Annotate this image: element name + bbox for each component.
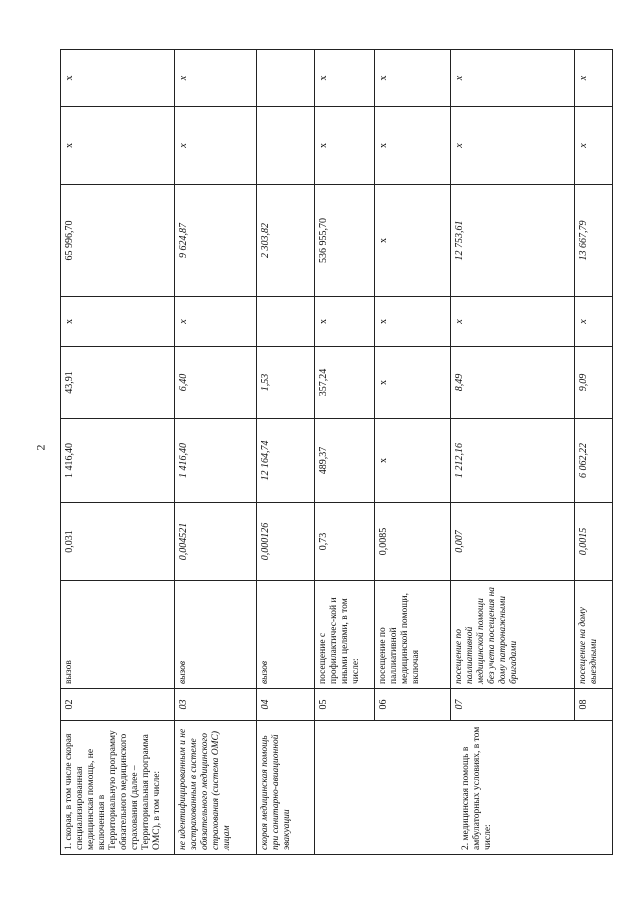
row-x3: x <box>575 50 613 107</box>
row-code: 02 <box>61 689 175 721</box>
row-code: 08 <box>575 689 613 721</box>
data-table <box>60 49 613 855</box>
row-code: 06 <box>375 689 451 721</box>
table-row <box>61 50 175 855</box>
row-unit: вызов <box>257 581 315 689</box>
row-norm: 0,73 <box>315 503 375 581</box>
row-sum: x <box>375 185 451 297</box>
page-number: 2 <box>33 444 48 451</box>
row-unit: вызов <box>175 581 257 689</box>
row-cost: 1 416,40 <box>175 419 257 503</box>
row-x1: x <box>175 297 257 347</box>
row-label: 2. медицинская помощь в амбулаторных условиях, в том числе: <box>315 721 613 855</box>
row-sum: 13 667,79 <box>575 185 613 297</box>
row-per-capita: x <box>375 347 451 419</box>
row-sum: 65 996,70 <box>61 185 175 297</box>
row-x3: x <box>61 50 175 107</box>
row-x1 <box>257 297 315 347</box>
row-norm: 0,007 <box>451 503 575 581</box>
row-code: 04 <box>257 689 315 721</box>
row-x3: x <box>375 50 451 107</box>
row-per-capita: 1,53 <box>257 347 315 419</box>
row-x3: x <box>315 50 375 107</box>
row-label: скорая медицинская помощь при санитарно-авиационной эвакуации <box>257 721 315 855</box>
row-sum: 2 303,82 <box>257 185 315 297</box>
row-per-capita: 8,49 <box>451 347 575 419</box>
row-cost: 1 212,16 <box>451 419 575 503</box>
row-norm: 0,004521 <box>175 503 257 581</box>
row-code: 03 <box>175 689 257 721</box>
row-sum: 536 955,70 <box>315 185 375 297</box>
row-x1: x <box>375 297 451 347</box>
row-per-capita: 9,09 <box>575 347 613 419</box>
row-unit: посещение по паллиативной медицинской помощи без учета посещения на дому патронажными бригадами <box>451 581 575 689</box>
row-cost: x <box>375 419 451 503</box>
row-per-capita: 6,40 <box>175 347 257 419</box>
row-sum: 9 624,87 <box>175 185 257 297</box>
row-unit: посещение по паллиативной медицинской помощи, включая <box>375 581 451 689</box>
row-x1: x <box>451 297 575 347</box>
row-label: 1. скорая, в том числе скорая специализированная медицинская помощь, не включенная в Территориальную программу обязательного медицинского страхования (далее – Территориальная программа ОМС), в том числе: <box>61 721 175 855</box>
table-row <box>257 50 315 855</box>
row-cost: 1 416,40 <box>61 419 175 503</box>
row-norm: 0,0085 <box>375 503 451 581</box>
row-cost: 12 164,74 <box>257 419 315 503</box>
row-code: 07 <box>451 689 575 721</box>
row-x2 <box>257 107 315 185</box>
row-unit: посещение с профилактичес-кой и иными целями, в том числе: <box>315 581 375 689</box>
row-x3: x <box>451 50 575 107</box>
row-x1: x <box>575 297 613 347</box>
row-x2: x <box>315 107 375 185</box>
row-norm: 0,000126 <box>257 503 315 581</box>
row-unit: вызов <box>61 581 175 689</box>
row-x2: x <box>61 107 175 185</box>
row-per-capita: 43,91 <box>61 347 175 419</box>
table-row <box>175 50 257 855</box>
row-per-capita: 357,24 <box>315 347 375 419</box>
rotated-table-scan <box>60 50 612 855</box>
row-code: 05 <box>315 689 375 721</box>
row-label: не идентифицированным и не застрахованным в системе обязательного медицинского страхования (система ОМС) лицам <box>175 721 257 855</box>
row-cost: 6 062,22 <box>575 419 613 503</box>
row-norm: 0,0015 <box>575 503 613 581</box>
row-x2: x <box>175 107 257 185</box>
row-sum: 12 753,61 <box>451 185 575 297</box>
row-x2: x <box>451 107 575 185</box>
row-x3: x <box>175 50 257 107</box>
row-cost: 489,37 <box>315 419 375 503</box>
row-x3 <box>257 50 315 107</box>
row-x2: x <box>575 107 613 185</box>
row-x1: x <box>315 297 375 347</box>
table-row <box>315 50 375 855</box>
row-x1: x <box>61 297 175 347</box>
row-x2: x <box>375 107 451 185</box>
row-norm: 0,031 <box>61 503 175 581</box>
row-unit: посещение на дому выездными <box>575 581 613 689</box>
